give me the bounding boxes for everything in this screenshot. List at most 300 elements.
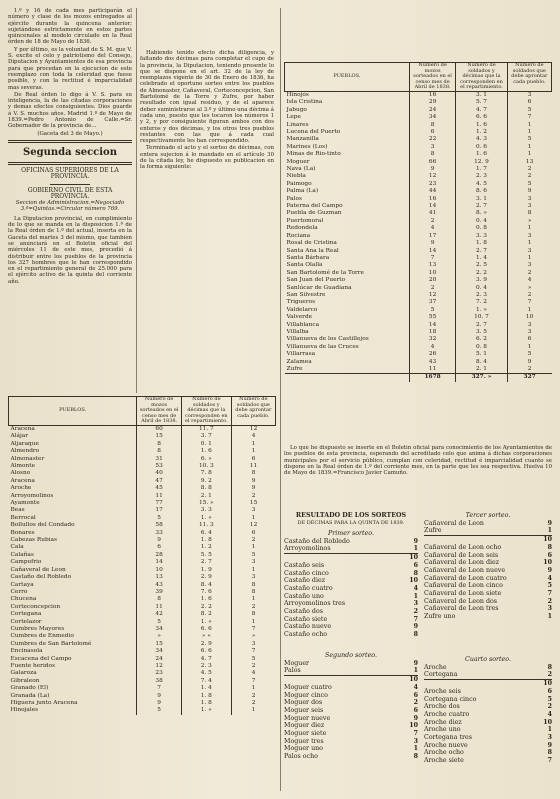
- sorteo-row: [424, 544, 552, 552]
- table-cell: 9: [507, 188, 551, 195]
- table-cell: 1: [507, 144, 551, 151]
- table-cell: 3. 3: [181, 507, 231, 514]
- table-row: [9, 441, 276, 448]
- table-cell: 8: [409, 151, 455, 158]
- tercer-sorteo: [424, 512, 552, 621]
- pueblo-name: Castaño del Robledo: [10, 574, 72, 581]
- table-cell: 12: [231, 425, 275, 433]
- pueblo-name: Cala: [10, 544, 24, 551]
- table-cell: 58: [137, 522, 182, 529]
- table-row: [285, 210, 552, 217]
- table-row: [285, 255, 552, 262]
- table-cell: 34: [137, 626, 182, 633]
- table-row: [285, 218, 552, 225]
- table-row: [285, 203, 552, 210]
- table-cell: 1. 8: [181, 693, 231, 700]
- table-row: [9, 456, 276, 463]
- table-row: [9, 633, 276, 640]
- paragraph: Habiendo tenido efecto dicha diligencia, y faltando dos décimas para completar el cupo de la provincia, la Diputacion, teniendo presente lo que se dispone en el art. 32 de la ley de reemplazos vigente de 30 de Enero de 1836, ha celebrado el oportuno sorteo entre los pueblos de Almonaster, Cañaveral, Corteconcepcion, San Bartolomé de la Torre y Zufre, por haber resultado con igual residuo, y de el aparece deber suministrarse al 3.º y último una décima á cada uno, puesto que les tocaron los números 1 y 2, y por consiguiente figuran ambos con dos enteros y dos décimas, y los otros tres pueblos restantes con las que á cada cual respectivamente les han correspondido.: [140, 50, 274, 145]
- table-cell: 2: [507, 270, 551, 277]
- pueblo-name: Santa Bárbara: [286, 254, 330, 261]
- table-row: [285, 114, 552, 121]
- table-cell: 1: [231, 707, 275, 714]
- table-row: [285, 359, 552, 366]
- table-cell: 3. 9: [456, 277, 507, 284]
- sorteo-label: Tercer sorteo.: [465, 512, 511, 519]
- table-cell: 2: [231, 663, 275, 670]
- sorteo-row: [424, 590, 552, 598]
- table-cell: 6: [507, 336, 551, 343]
- table-cell: 1. 7: [456, 166, 507, 173]
- pueblo-name: Granada (La): [10, 692, 50, 699]
- table-cell: 17: [409, 233, 455, 240]
- table-cell: 33: [137, 530, 182, 537]
- sorteo-number: 2: [413, 608, 418, 616]
- sorteo-pueblo: Moguer diez: [284, 722, 325, 730]
- table-cell: 13: [137, 574, 182, 581]
- table-cell: 7: [137, 685, 182, 692]
- sorteo-number: 5: [547, 695, 552, 703]
- table-row: [9, 678, 276, 685]
- table-cell: 3. 1: [456, 196, 507, 203]
- table-row: [9, 500, 276, 507]
- pueblo-name: Villanueva de las Cruces: [286, 343, 359, 350]
- table-cell: 12: [409, 173, 455, 180]
- sorteo-row: [424, 711, 552, 719]
- table-cell: 1. 6: [456, 151, 507, 158]
- table-cell: 4: [409, 344, 455, 351]
- table-cell: 1. 8: [456, 240, 507, 247]
- table-cell: 12: [409, 292, 455, 299]
- table-cell: 7. 6: [181, 589, 231, 596]
- pueblo-name: Beas: [10, 507, 25, 514]
- table-row: [285, 233, 552, 240]
- table-cell: 4: [231, 670, 275, 677]
- table-cell: 1. 4: [181, 685, 231, 692]
- gaceta-note: (Gaceta del 3 de Mayo.): [37, 130, 103, 137]
- table-cell: 2. 3: [456, 173, 507, 180]
- table-row: [9, 522, 276, 529]
- pueblos-header: PUEBLOS.: [285, 63, 410, 92]
- pueblo-name: Lepe: [286, 114, 301, 121]
- left-quota-table: [8, 396, 276, 715]
- sorteo-pueblo: Cortegana tres: [424, 734, 472, 742]
- table-cell: 1: [507, 240, 551, 247]
- soldados-header: Número de soldados y décimas que la corresponden en el repartimiento.: [181, 397, 231, 426]
- table-cell: 10: [507, 314, 551, 321]
- pueblo-name: Nava (La): [286, 166, 316, 173]
- sorteo-number: 7: [547, 590, 552, 598]
- pueblo-name: Cerro: [10, 588, 28, 595]
- sorteo-pueblo: Aroche cuatro: [424, 710, 470, 718]
- pueblo-name: Villablanca: [286, 321, 320, 328]
- table-cell: 9: [409, 240, 455, 247]
- sorteo-row: [424, 598, 552, 606]
- section-title: Segunda seccion: [23, 146, 117, 158]
- pueblo-name: Puebla de Guzman: [286, 210, 342, 217]
- table-row: [9, 648, 276, 655]
- pueblo-name: Valverde: [286, 314, 313, 321]
- table-cell: 1. »: [181, 707, 231, 714]
- sorteo-number: 10: [543, 559, 552, 567]
- pueblo-name: Puertomoral: [286, 217, 324, 224]
- table-cell: 9: [231, 478, 275, 485]
- table-cell: 2: [507, 366, 551, 374]
- sorteo-number: 6: [547, 551, 552, 559]
- pueblo-name: Villanueva de los Castillejos: [286, 336, 369, 343]
- table-cell: 0. 4: [456, 285, 507, 292]
- sorteo-number: 1: [413, 667, 418, 675]
- sorteo-number: 10: [409, 722, 418, 730]
- table-cell: »: [231, 633, 275, 640]
- table-row: [285, 292, 552, 299]
- pueblo-name: Hinojos: [286, 91, 309, 98]
- paragraph: Y por último, es la voluntad de S. M. que V. S. excite el celo y patriotismo del Consejo, Diputacion y Ayuntamientos de esa provincia para que procedan en la ejecucion de este reemplazo con toda la celeridad que fuese posible, y con la rectitud é imparcialidad mas severas.: [8, 46, 132, 91]
- table-cell: 18: [409, 329, 455, 336]
- sorteo-number: 9: [547, 741, 552, 749]
- sorteo-row: [284, 577, 418, 585]
- pueblo-name: Gibraleon: [10, 677, 40, 684]
- table-row: [285, 144, 552, 151]
- table-cell: 9: [231, 485, 275, 492]
- sorteo-number: 8: [413, 631, 418, 639]
- table-cell: 2. 7: [456, 248, 507, 255]
- table-cell: 1: [231, 441, 275, 448]
- pueblo-name: Marines (Los): [286, 143, 328, 150]
- pueblo-name: Aracena: [10, 477, 35, 484]
- table-cell: 2: [507, 173, 551, 180]
- table-cell: 1. 6: [456, 122, 507, 129]
- table-cell: 7: [231, 648, 275, 655]
- sorteo-pueblo: Palos: [284, 667, 301, 675]
- table-row: [9, 559, 276, 566]
- table-cell: 2: [231, 693, 275, 700]
- table-cell: 4: [231, 433, 275, 440]
- total-soldados: 327. »: [456, 374, 507, 382]
- table-cell: 3. 3: [456, 233, 507, 240]
- resultado-subtitle: DE DÉCIMAS PARA LA QUINTA DE 1839.: [297, 519, 405, 526]
- table-row: [285, 173, 552, 180]
- sorteo-row: [424, 559, 552, 567]
- table-cell: 8. »: [456, 210, 507, 217]
- table-row: [9, 433, 276, 440]
- table-row: [285, 307, 552, 314]
- pueblo-name: Bonares: [10, 529, 35, 536]
- sorteo-number: 9: [413, 537, 418, 545]
- pueblo-name: Paterna del Campo: [286, 203, 343, 210]
- table-row: [285, 136, 552, 143]
- sorteo-pueblo: Aroche uno: [424, 726, 461, 734]
- table-row: [285, 159, 552, 166]
- table-cell: 38: [137, 678, 182, 685]
- table-cell: 9: [507, 359, 551, 366]
- table-cell: 3: [507, 233, 551, 240]
- table-cell: 3. 1: [456, 91, 507, 99]
- pueblo-name: Alosno: [10, 470, 31, 477]
- table-cell: 2: [231, 537, 275, 544]
- seccion-line: Seccion de Administracion.=Negociado 3.º=Quintas.=Circular número 769.: [15, 200, 125, 213]
- table-cell: 2. 3: [456, 292, 507, 299]
- table-cell: 12. 9: [456, 159, 507, 166]
- sorteo-row: [424, 567, 552, 575]
- total-mozos: 1678: [409, 374, 455, 382]
- pueblo-name: Valdelarco: [286, 306, 318, 313]
- table-cell: 6. 4: [181, 530, 231, 537]
- table-cell: 3: [507, 322, 551, 329]
- sorteo-number: 10: [409, 676, 418, 684]
- table-cell: 34: [409, 114, 455, 121]
- table-row: [9, 707, 276, 714]
- table-cell: 1. 8: [181, 700, 231, 707]
- table-row: [9, 670, 276, 677]
- table-row: [285, 277, 552, 284]
- pueblo-name: Galaroza: [10, 670, 37, 677]
- table-row: [9, 485, 276, 492]
- pueblo-name: Ayamonte: [10, 500, 40, 507]
- table-cell: 11: [409, 366, 455, 374]
- table-cell: 2: [231, 700, 275, 707]
- table-cell: 1: [507, 225, 551, 232]
- sorteo-row: [284, 538, 418, 546]
- table-row: [9, 425, 276, 433]
- pueblo-name: Hinojales: [10, 707, 39, 714]
- sorteo-number: 1: [547, 527, 552, 535]
- sorteo-number: 1: [547, 726, 552, 734]
- sorteo-row: [424, 719, 552, 727]
- left-text-column: [8, 8, 132, 286]
- sorteo-row: [424, 552, 552, 560]
- table-cell: 47: [137, 478, 182, 485]
- sorteo-number: 8: [413, 569, 418, 577]
- table-row: [9, 507, 276, 514]
- sorteo-row: [284, 675, 418, 684]
- sorteo-row: [424, 757, 552, 765]
- pueblo-name: Almonaster: [10, 455, 45, 462]
- table-cell: 3: [231, 507, 275, 514]
- table-cell: » »: [181, 633, 231, 640]
- sorteo-row: [424, 688, 552, 696]
- sorteo-row: [424, 742, 552, 750]
- table-cell: 2: [409, 218, 455, 225]
- sorteo-number: 2: [413, 699, 418, 707]
- sorteo-row: [424, 575, 552, 583]
- sorteo-number: 8: [547, 663, 552, 671]
- table-row: [9, 589, 276, 596]
- sorteo-pueblo: Moguer: [284, 659, 310, 667]
- table-cell: 5: [137, 707, 182, 714]
- table-cell: 2. 5: [456, 262, 507, 269]
- sorteo-number: 6: [547, 687, 552, 695]
- sorteo-row: [424, 535, 552, 544]
- column-rule: [136, 8, 137, 393]
- table-cell: 6: [231, 530, 275, 537]
- table-cell: 5. 1: [456, 351, 507, 358]
- table-row: [9, 626, 276, 633]
- resultado-heading: [284, 512, 418, 527]
- sorteo-row: [424, 613, 552, 621]
- table-cell: 8. 6: [456, 188, 507, 195]
- table-cell: »: [507, 218, 551, 225]
- pueblo-name: Paimogo: [286, 180, 312, 187]
- pueblo-name: Aljaraque: [10, 440, 39, 447]
- table-cell: 2. 7: [456, 322, 507, 329]
- sorteo-pueblo: Castaño nueve: [284, 623, 332, 631]
- table-cell: 0. 1: [181, 441, 231, 448]
- primer-sorteo: [284, 530, 418, 639]
- sorteo-pueblo: Castaño del Robledo: [284, 537, 350, 545]
- sorteo-pueblo: Cortegana: [424, 671, 458, 679]
- pueblo-name: Niebla: [286, 173, 306, 180]
- table-cell: 8: [507, 210, 551, 217]
- pueblo-name: Granado (El): [10, 685, 49, 692]
- table-cell: 3. 7: [181, 433, 231, 440]
- table-cell: 2. 7: [181, 559, 231, 566]
- pueblo-name: Jabugo: [286, 106, 307, 113]
- table-cell: 43: [137, 582, 182, 589]
- table-cell: 3: [409, 144, 455, 151]
- table-row: [9, 478, 276, 485]
- table-row: [9, 448, 276, 455]
- table-row: [9, 700, 276, 707]
- sorteo-pueblo: Castaño seis: [284, 561, 325, 569]
- table-cell: 0. 8: [456, 225, 507, 232]
- pueblo-name: Manzanilla: [286, 136, 319, 143]
- sorteo-number: 9: [413, 623, 418, 631]
- table-cell: 3. 5: [456, 329, 507, 336]
- table-cell: 8. 2: [181, 611, 231, 618]
- sorteo-row: [424, 679, 552, 688]
- sorteo-pueblo: Arroyomolinos: [284, 545, 331, 553]
- sorteo-pueblo: Castaño cuatro: [284, 584, 333, 592]
- pueblo-name: Almendro: [10, 448, 40, 455]
- pueblo-name: Chucena: [10, 596, 37, 603]
- sorteo-pueblo: Cañaveral de Leon cuatro: [424, 574, 507, 582]
- table-cell: 55: [409, 314, 455, 321]
- pueblo-name: Escacena del Campo: [10, 655, 72, 662]
- table-cell: 1. 2: [456, 129, 507, 136]
- pueblo-name: Cumbres de Enmedio: [10, 633, 74, 640]
- table-cell: 16: [409, 196, 455, 203]
- sorteo-pueblo: Aroche diez: [424, 718, 462, 726]
- table-cell: 15. »: [181, 500, 231, 507]
- sorteo-row: [284, 570, 418, 578]
- table-row: [9, 552, 276, 559]
- table-cell: 2: [231, 493, 275, 500]
- table-cell: 5: [231, 552, 275, 559]
- sorteo-pueblo: Moguer dos: [284, 699, 323, 707]
- table-cell: 3: [507, 329, 551, 336]
- sorteo-number: 9: [547, 566, 552, 574]
- table-cell: 1: [507, 255, 551, 262]
- pueblos-header: PUEBLOS.: [9, 397, 137, 426]
- table-cell: 14: [409, 248, 455, 255]
- table-cell: 0. 6: [456, 144, 507, 151]
- table-cell: 7: [507, 114, 551, 121]
- table-cell: 13: [409, 262, 455, 269]
- sorteo-pueblo: Aroche ocho: [424, 749, 464, 757]
- table-row: [285, 262, 552, 269]
- table-row: [9, 567, 276, 574]
- pueblo-name: Cumbres Mayores: [10, 625, 65, 632]
- pueblo-name: Rociana: [286, 232, 311, 239]
- table-cell: 1. 4: [456, 255, 507, 262]
- table-row: [285, 285, 552, 292]
- sorteo-pueblo: Castaño cinco: [284, 569, 329, 577]
- sorteo-pueblo: Moguer nueve: [284, 714, 331, 722]
- table-cell: 8: [231, 582, 275, 589]
- table-row: [285, 248, 552, 255]
- table-cell: 7: [231, 626, 275, 633]
- divider: [8, 140, 132, 143]
- sorteo-row: [284, 562, 418, 570]
- gobierno-heading: GOBIERNO CIVIL DE ESTA PROVINCIA.: [27, 186, 113, 200]
- table-cell: 4. 7: [456, 107, 507, 114]
- sorteo-row: [284, 699, 418, 707]
- table-cell: 22: [409, 136, 455, 143]
- table-cell: 5: [137, 619, 182, 626]
- table-cell: 24: [409, 107, 455, 114]
- table-cell: 37: [409, 299, 455, 306]
- table-row: [285, 188, 552, 195]
- table-cell: 10: [137, 567, 182, 574]
- sorteo-row: [424, 671, 552, 679]
- table-cell: 29: [409, 99, 455, 106]
- table-row: [285, 166, 552, 173]
- table-cell: 9: [137, 537, 182, 544]
- table-cell: 6. 2: [456, 336, 507, 343]
- resultado-title: RESULTADO DE LOS SORTEOS: [295, 512, 407, 519]
- table-cell: 7: [409, 255, 455, 262]
- table-cell: 7. 4: [181, 678, 231, 685]
- table-row: [285, 240, 552, 247]
- sorteo-pueblo: Cañaveral de Leon dos: [424, 597, 498, 605]
- table-cell: 3: [231, 574, 275, 581]
- table-cell: 0. 8: [456, 344, 507, 351]
- table-cell: 11: [231, 463, 275, 470]
- column-rule: [280, 8, 281, 791]
- table-cell: 8: [137, 448, 182, 455]
- table-row: [285, 329, 552, 336]
- sorteo-label: Cuarto sorteo.: [465, 656, 511, 663]
- divider: [8, 162, 132, 165]
- cuarto-sorteo: [424, 656, 552, 765]
- sorteo-pueblo: Cañaveral de Leon nueve: [424, 566, 506, 574]
- sorteo-row: [284, 553, 418, 562]
- table-cell: 24: [137, 656, 182, 663]
- sorteo-number: 2: [547, 703, 552, 711]
- pueblo-name: Campofrio: [10, 559, 42, 566]
- sorteo-row: [424, 726, 552, 734]
- sorteo-pueblo: Castaño diez: [284, 577, 326, 585]
- pueblo-name: Higuera junto Aracena: [10, 700, 78, 706]
- table-cell: 1. 6: [181, 596, 231, 603]
- table-cell: 1: [507, 344, 551, 351]
- table-row: [285, 99, 552, 106]
- aprontar-header: Número de soldados que debe aprontar cada pueblo.: [231, 397, 275, 426]
- sorteo-pueblo: Zufre uno: [424, 613, 456, 621]
- table-cell: 8: [231, 589, 275, 596]
- table-cell: 4. 3: [456, 136, 507, 143]
- sorteo-number: 10: [409, 577, 418, 585]
- table-cell: 41: [409, 210, 455, 217]
- table-row: [9, 544, 276, 551]
- sorteo-number: 1: [547, 613, 552, 621]
- sorteo-number: 9: [413, 714, 418, 722]
- table-cell: 10. 7: [456, 314, 507, 321]
- table-row: [285, 225, 552, 232]
- table-row: [285, 181, 552, 188]
- table-cell: »: [507, 285, 551, 292]
